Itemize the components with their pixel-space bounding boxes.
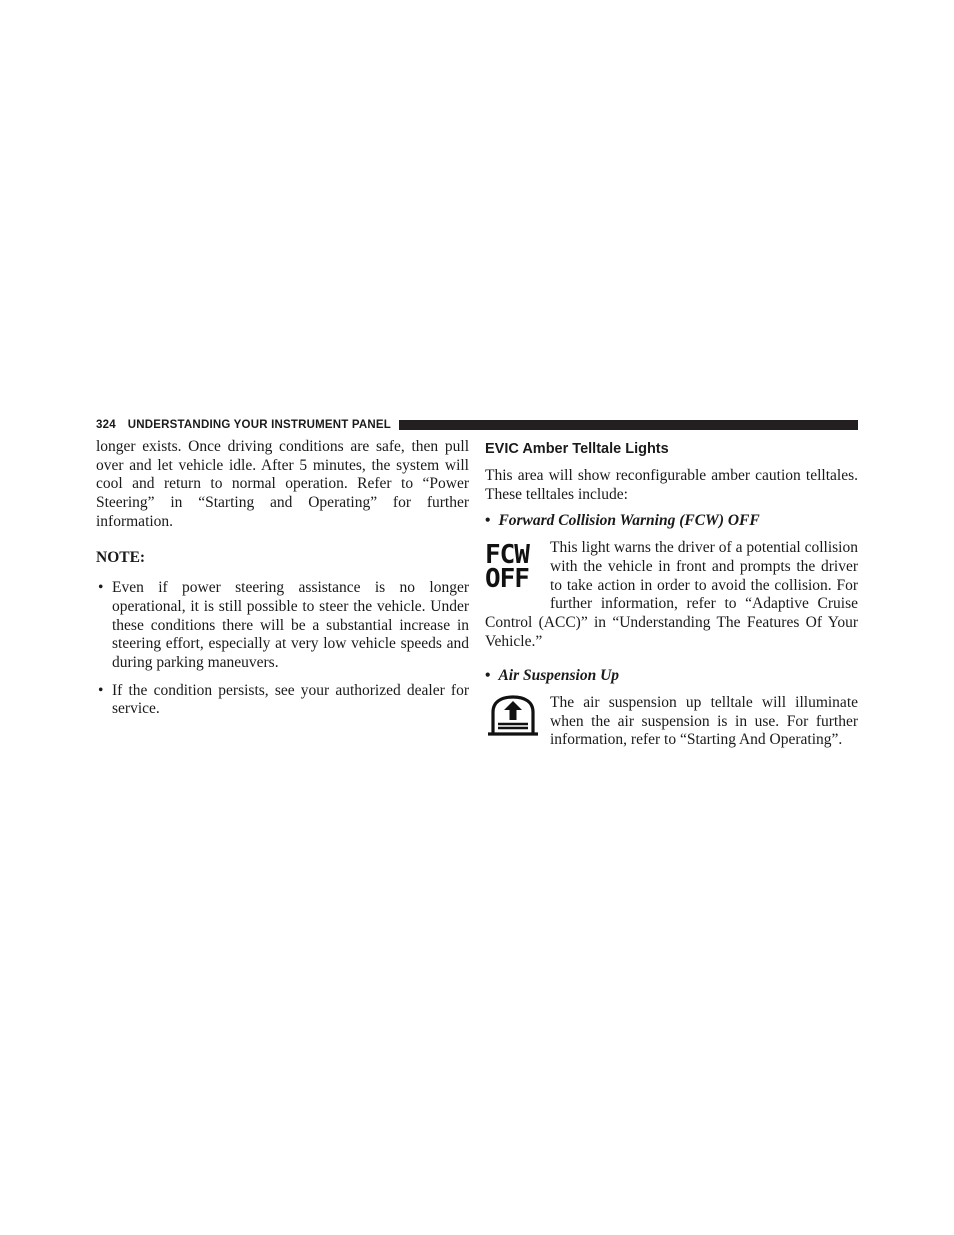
section-intro: This area will show reconfigurable amber caution telltales. These telltales include: — [485, 467, 858, 503]
section-title: UNDERSTANDING YOUR INSTRUMENT PANEL — [127, 419, 391, 431]
list-item — [96, 682, 469, 719]
section-heading: EVIC Amber Telltale Lights — [485, 441, 669, 457]
note-label: NOTE: — [96, 548, 146, 566]
header-rule — [399, 420, 858, 430]
bullet-text: Even if power steering assistance is no longer operational, it is still possible to steer the vehicle. Under these conditions there will be a substantial increase in steering effort, especially at very low vehicle speeds and during parking maneuvers. — [112, 579, 469, 672]
off-icon-line: OFF — [485, 564, 529, 595]
telltale-air-suspension — [485, 694, 858, 750]
right-column — [485, 438, 858, 750]
telltale-description: This light warns the driver of a potential collision with the vehicle in front and prompts the driver to take action in order to avoid the collision. For further information, refer to “Adaptive Cruise Control (ACC)” in “Understanding The Features Of Your Vehicle.” — [485, 539, 858, 650]
telltale-title-text: Air Suspension Up — [498, 667, 620, 685]
bullet-text: If the condition persists, see your authorized dealer for service. — [112, 681, 469, 718]
air-suspension-up-icon — [485, 694, 541, 750]
fcw-icon-line: FCW — [485, 540, 529, 571]
bullet-icon: • — [485, 667, 491, 685]
bullet-icon: • — [98, 681, 104, 699]
telltale-title — [485, 667, 858, 686]
intro-paragraph: longer exists. Once driving conditions are safe, then pull over and let vehicle idle. After 5 minutes, the system will cool and return to normal operation. Refer to “Power Steering” in “Starting and Operating” for further information. — [96, 438, 469, 530]
note-bullet-list — [96, 579, 469, 719]
telltale-description: The air suspension up telltale will illuminate when the air suspension is in use. For further information, refer to “Starting And Operating”. — [550, 694, 858, 749]
bullet-icon: • — [485, 512, 491, 530]
telltale-title-text: Forward Collision Warning (FCW) OFF — [498, 512, 760, 530]
telltale-fcw-off — [485, 539, 858, 651]
fcw-off-icon — [485, 541, 541, 599]
list-item — [96, 579, 469, 673]
bullet-icon: • — [98, 579, 104, 597]
page-header — [96, 418, 858, 432]
page-number: 324 — [96, 419, 116, 431]
left-column — [96, 438, 469, 728]
telltale-title — [485, 512, 858, 531]
